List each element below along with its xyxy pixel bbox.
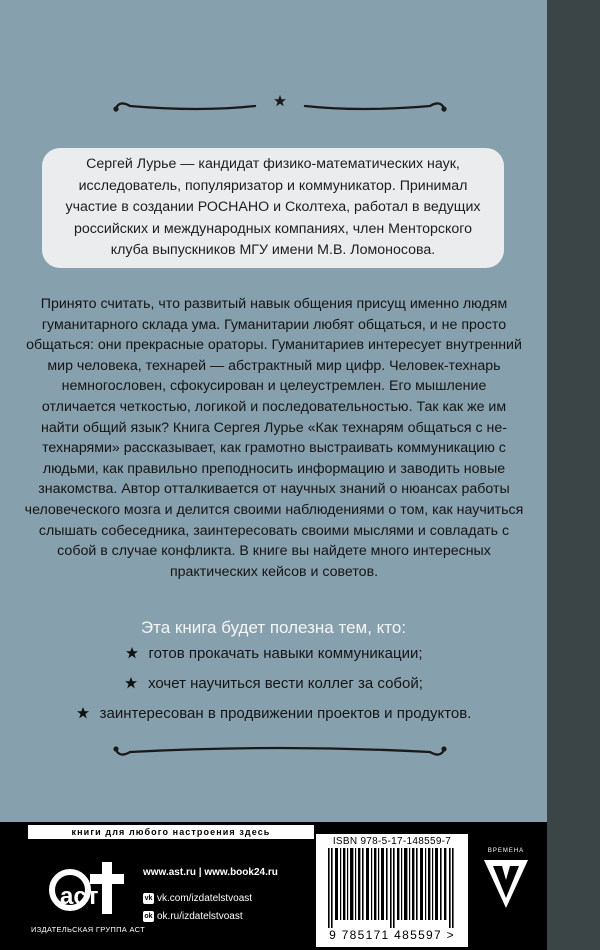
book-description: Принято считать, что развитый навык общения присущ именно людям гуманитарного склада ума. Гуманитарии любят общаться, и не просто общаться: они прекрасные ораторы. Гуманитариев интересует внутренний мир человека, технарей — абстрактный мир цифр. Человек-технарь немногословен, сфокусирован и целеустремлен. Его мышление отличается четкостью, логикой и последовательностью. Так как же им найти общий язык? Книга Сергея Лурье «Как технарям общаться с не-технарями» рассказывает, как грамотно выстраивать коммуникацию с людьми, как правильно преподносить информацию и заводить новые знакомства. Автор отталкивается от научных знаний о нюансах работы человеческого мозга и делится своими наблюдениями о том, как научиться слышать собеседника, заинтересовать своими мыслями и совладать с собой в случае конфликта. В книге вы найдете много интересных практических кейсов и советов.	[24, 296, 524, 580]
benefits-list	[0, 638, 547, 728]
ok-icon: ok	[144, 913, 153, 920]
barcode-area	[316, 834, 468, 947]
tagline: книги для любого настроения здесь	[28, 825, 314, 839]
benefits-title: Эта книга будет полезна тем, кто:	[140, 618, 407, 637]
publisher-footer	[0, 822, 547, 950]
social-link-ok[interactable]	[143, 911, 243, 922]
websites[interactable]: www.ast.ru | www.book24.ru	[143, 867, 278, 878]
benefit-text: готов прокачать навыки коммуникации;	[148, 644, 423, 662]
ast-logo-text: аст	[60, 883, 99, 910]
social-text: ok.ru/izdatelstvoast	[157, 911, 243, 922]
star-bullet-icon	[125, 646, 139, 660]
social-text: vk.com/izdatelstvoast	[157, 893, 253, 904]
book-spine	[547, 0, 600, 950]
author-bio-box	[42, 148, 504, 268]
author-bio: Сергей Лурье — кандидат физико-математических наук, исследователь, популяризатор и коммуникатор. Принимал участие в создании РОСНАНО и Сколтеха, работал в ведущих российских и международных компаниях, член Менторского клуба выпускников МГУ имени М.В. Ломоносова.	[65, 156, 481, 259]
barcode-digits: 9 785171 485597 >	[329, 928, 455, 942]
benefit-text: заинтересован в продвижении проектов и продуктов.	[99, 704, 472, 722]
isbn: ISBN 978-5-17-148559-7	[332, 836, 452, 847]
star-bullet-icon	[124, 676, 138, 690]
ast-logo-icon	[40, 854, 126, 916]
star-bullet-icon	[76, 706, 90, 720]
barcode-icon	[322, 848, 462, 928]
publisher-label: ИЗДАТЕЛЬСКАЯ ГРУППА АСТ	[31, 925, 145, 934]
benefit-item	[0, 638, 547, 668]
star-icon	[274, 95, 286, 106]
top-ornament	[110, 88, 450, 118]
benefit-item	[0, 668, 547, 698]
benefit-text: хочет научиться вести коллег за собой;	[148, 674, 423, 692]
benefit-item	[0, 698, 547, 728]
social-link-vk[interactable]	[143, 893, 252, 904]
bottom-ornament	[110, 740, 450, 770]
imprint-name: ВРЕМЕНА	[487, 848, 525, 854]
vk-icon: vk	[144, 895, 153, 902]
vremena-logo-icon	[478, 844, 534, 912]
